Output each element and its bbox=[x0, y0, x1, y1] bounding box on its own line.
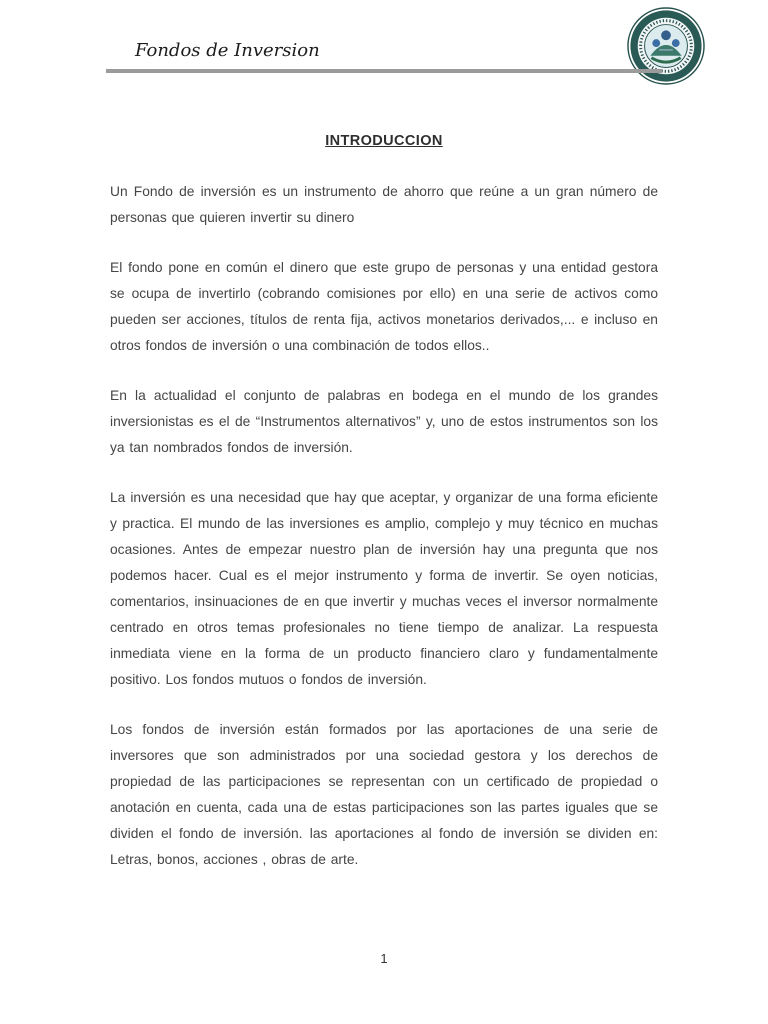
header-divider bbox=[106, 69, 662, 73]
paragraph: Los fondos de inversión están formados por las aportaciones de una serie de inversores que son administrados por una sociedad gestora y los derechos de propiedad de las participaciones se representan con un certificado de propiedad o anotación en cuenta, cada una de estas participaciones son las partes iguales que se dividen el fondo de inversión. las aportaciones al fondo de inversión se dividen en: Letras, bonos, acciones , obras de arte. bbox=[110, 722, 658, 867]
paragraph: La inversión es una necesidad que hay que aceptar, y organizar de una forma eficiente y practica. El mundo de las inversiones es amplio, complejo y muy técnico en muchas ocasiones. Antes de empezar nuestro plan de inversión hay una pregunta que nos podemos hacer. Cual es el mejor instrumento y forma de invertir. Se oyen noticias, comentarios, insinuaciones de en que invertir y muchas veces el inversor normalmente centrado en otros temas profesionales no tiene tiempo de analizar. La respuesta inmediata viene en la forma de un producto financiero claro y fundamentalmente positivo. Los fondos mutuos o fondos de inversión. bbox=[110, 490, 658, 687]
paragraph: En la actualidad el conjunto de palabras en bodega en el mundo de los grandes inversionistas es el de “Instrumentos alternativos” y, uno de estos instrumentos son los ya tan nombrados fondos de inversión. bbox=[110, 388, 658, 455]
document-body bbox=[110, 133, 658, 873]
university-seal-icon bbox=[627, 7, 705, 85]
header-title: Fondos de Inversion bbox=[135, 40, 320, 61]
page-number: 1 bbox=[380, 951, 388, 966]
paragraph: Un Fondo de inversión es un instrumento de ahorro que reúne a un gran número de personas que quieren invertir su dinero bbox=[110, 184, 658, 225]
paragraph: El fondo pone en común el dinero que este grupo de personas y una entidad gestora se ocupa de invertirlo (cobrando comisiones por ello) en una serie de activos como pueden ser acciones, títulos de renta fija, activos monetarios derivados,... e incluso en otros fondos de inversión o una combinación de todos ellos.. bbox=[110, 260, 658, 353]
section-title: INTRODUCCION bbox=[325, 133, 443, 149]
document-header bbox=[0, 0, 768, 95]
